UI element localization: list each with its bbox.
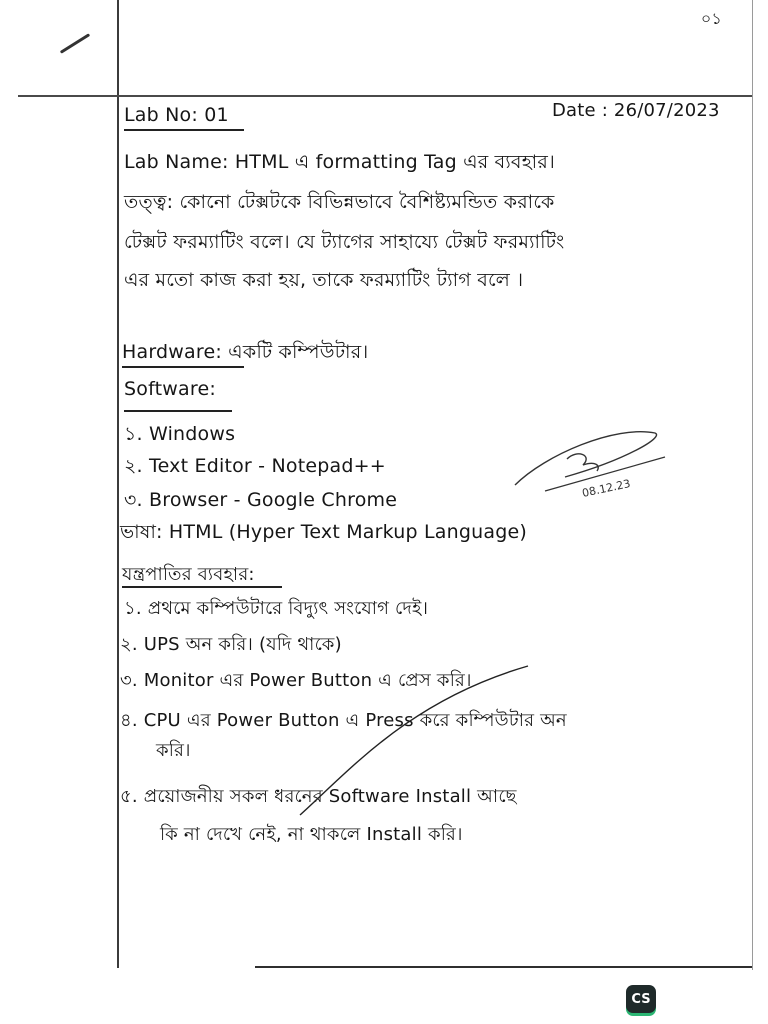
usage-step-continued: কি না দেখে নেই, না থাকলে Install করি।	[160, 824, 463, 845]
top-rule	[18, 95, 753, 97]
usage-underline	[122, 586, 282, 588]
logo-label: CS	[631, 991, 651, 1007]
usage-step: ১. প্রথমে কম্পিউটারে বিদ্যুৎ সংযোগ দেই।	[124, 598, 429, 619]
lab-number-underline	[124, 129, 244, 131]
software-item: ৩. Browser - Google Chrome	[124, 489, 398, 511]
strike-line	[290, 660, 530, 820]
bottom-rule	[255, 966, 753, 968]
pen-mark	[60, 33, 90, 54]
hardware-line: Hardware: একটি কম্পিউটার।	[122, 341, 369, 363]
software-underline	[124, 410, 232, 412]
usage-step: ২. UPS অন করি। (যদি থাকে)	[120, 634, 342, 655]
language-line: ভাষা: HTML (Hyper Text Markup Language)	[120, 521, 528, 543]
software-heading: Software:	[124, 378, 216, 400]
usage-step: ৪. CPU এর Power Button এ Press করে কম্পিউটার অন	[120, 710, 567, 731]
signature-date: 08.12.23	[580, 477, 632, 500]
usage-heading: যন্ত্রপাতির ব্যবহার:	[122, 564, 255, 585]
theory-line: এর মতো কাজ করা হয়, তাকে ফরম্যাটিং ট্যাগ বলে ।	[124, 269, 524, 291]
software-item: ২. Text Editor - Notepad++	[124, 455, 386, 477]
margin-line	[117, 0, 119, 968]
theory-line: তত্ত্ব: কোনো টেক্সটকে বিভিন্নভাবে বৈশিষ্ট্যমন্ডিত করাকে	[124, 191, 555, 213]
lab-name: Lab Name: HTML এ formatting Tag এর ব্যবহার।	[124, 151, 556, 173]
usage-step: ৫. প্রয়োজনীয় সকল ধরনের Software Install আছে	[120, 786, 517, 807]
lab-number: Lab No: 01	[124, 104, 229, 126]
camscanner-logo	[626, 985, 656, 1013]
lab-date: Date : 26/07/2023	[552, 100, 720, 121]
page-number: ০১	[700, 9, 722, 28]
page-edge	[752, 0, 753, 970]
usage-step-continued: করি।	[156, 740, 191, 761]
software-item: ১. Windows	[124, 423, 236, 445]
hardware-underline	[122, 366, 244, 368]
theory-line: টেক্সট ফরম্যাটিং বলে। যে ট্যাগের সাহায্যে টেক্সট ফরম্যাটিং	[124, 231, 565, 253]
usage-step: ৩. Monitor এর Power Button এ প্রেস করি।	[120, 670, 472, 691]
signature	[505, 415, 675, 505]
